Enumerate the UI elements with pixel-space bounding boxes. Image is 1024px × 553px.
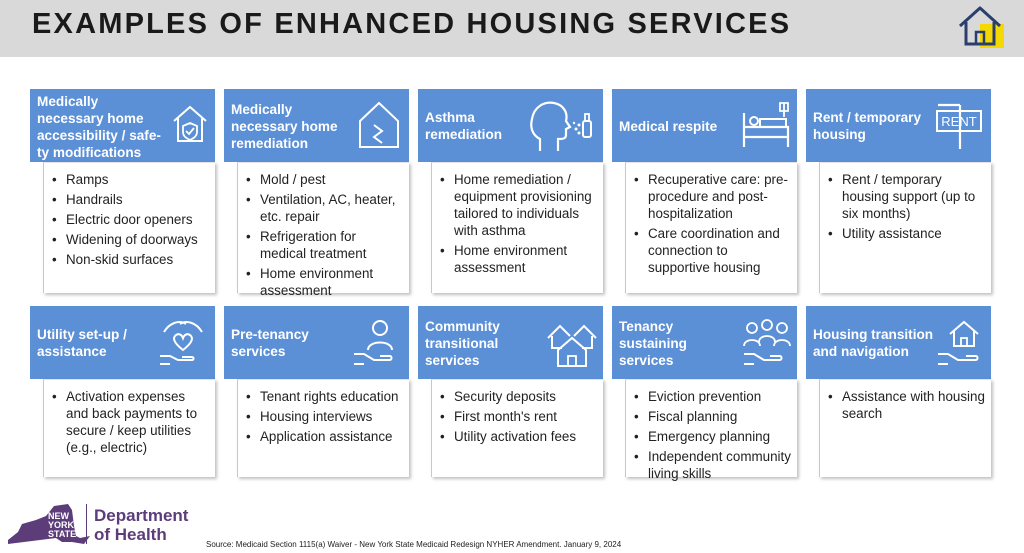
card-body	[237, 162, 409, 298]
card-title-line: Housing transition	[813, 327, 934, 342]
list-item: • Home environment assessment	[436, 242, 599, 276]
hand-heart-icon	[156, 316, 210, 368]
card-title-line: housing	[813, 127, 866, 142]
card-body	[819, 379, 991, 477]
card-title	[231, 101, 338, 152]
list-item: • Recuperative care: pre-procedure and post-hospitalization	[630, 171, 793, 222]
card-title-line: transitional	[425, 336, 499, 351]
list-item: • Handrails	[48, 191, 211, 208]
svg-text:RENT: RENT	[941, 114, 977, 129]
card-title-line: accessibility / safe-	[37, 128, 161, 143]
list-item: • Emergency planning	[630, 428, 793, 445]
card-title	[425, 109, 502, 143]
card-title-line: assistance	[37, 344, 107, 359]
card-body	[43, 162, 215, 293]
card-title	[37, 326, 127, 360]
list-item: • Care coordination and connection to supportive housing	[630, 225, 793, 276]
house-outline-icon	[356, 97, 402, 153]
page-title: EXAMPLES OF ENHANCED HOUSING SERVICES	[32, 8, 792, 40]
list-item: • Home remediation / equipment provisioning tailored to individuals with asthma	[436, 171, 599, 239]
card-title-line: Medically	[37, 94, 99, 109]
card-title-line: services	[619, 353, 674, 368]
group-hand-icon	[740, 316, 794, 368]
card-body	[237, 379, 409, 477]
rent-sign-icon	[934, 99, 986, 151]
card-body	[625, 162, 797, 293]
card-title-line: Medical respite	[619, 119, 718, 134]
card-title-line: remediation	[425, 127, 503, 142]
card-title-line: ty modifications	[37, 145, 142, 160]
card-title-line: Pre-tenancy	[231, 327, 309, 342]
hand-person-icon	[352, 316, 404, 368]
house-logo-icon	[956, 4, 1006, 50]
list-item: • Independent community living skills	[630, 448, 793, 482]
card-title	[37, 93, 161, 161]
card-title-line: Asthma	[425, 110, 475, 125]
card-title-line: necessary home	[231, 119, 338, 134]
doh-line: Department	[94, 506, 189, 525]
list-item: • Utility assistance	[824, 225, 987, 242]
card-title-line: services	[231, 344, 286, 359]
list-item: • Ramps	[48, 171, 211, 188]
logo-divider	[86, 504, 87, 544]
doh-line: of Health	[94, 525, 167, 544]
card-title-line: Tenancy	[619, 319, 674, 334]
shield-house-icon	[168, 101, 212, 149]
card-title	[425, 318, 500, 369]
community-houses-icon	[546, 316, 598, 368]
list-item: • Ventilation, AC, heater, etc. repair	[242, 191, 405, 225]
list-item: • Activation expenses and back payments to secure / keep utilities (e.g., electric)	[48, 388, 211, 456]
list-item: • Refrigeration for medical treatment	[242, 228, 405, 262]
list-item: • Utility activation fees	[436, 428, 599, 445]
card-body	[625, 379, 797, 481]
card-title-line: necessary home	[37, 111, 144, 126]
list-item: • Non-skid surfaces	[48, 251, 211, 268]
list-item: • First month's rent	[436, 408, 599, 425]
hand-house-icon	[936, 316, 988, 368]
list-item: • Mold / pest	[242, 171, 405, 188]
list-item: • Assistance with housing search	[824, 388, 987, 422]
card-body	[43, 379, 215, 477]
card-title-line: sustaining	[619, 336, 687, 351]
department-of-health-logo-text	[94, 506, 188, 544]
card-title-line: services	[425, 353, 480, 368]
card-body	[431, 379, 603, 477]
card-title-line: Utility set-up /	[37, 327, 127, 342]
list-item: • Electric door openers	[48, 211, 211, 228]
card-title-line: remediation	[231, 136, 309, 151]
ny-state-text	[48, 512, 76, 539]
card-body	[431, 162, 603, 293]
ny-state-line: NEW	[48, 511, 69, 521]
card-title-line: Rent / temporary	[813, 110, 922, 125]
card-title-line: and navigation	[813, 344, 909, 359]
card-title	[231, 326, 309, 360]
source-citation: Source: Medicaid Section 1115(a) Waiver - New York State Medicaid Redesign NYHER Amendment. January 9, 2024	[206, 540, 622, 549]
card-title-line: Medically	[231, 102, 293, 117]
card-body	[819, 162, 991, 293]
list-item: • Security deposits	[436, 388, 599, 405]
list-item: • Housing interviews	[242, 408, 405, 425]
list-item: • Widening of doorways	[48, 231, 211, 248]
list-item: • Tenant rights education	[242, 388, 405, 405]
card-title-line: Community	[425, 319, 500, 334]
list-item: • Application assistance	[242, 428, 405, 445]
card-title	[813, 109, 921, 143]
list-item: • Home environment assessment	[242, 265, 405, 299]
ny-state-line: STATE	[48, 529, 77, 539]
inhaler-icon	[526, 97, 596, 155]
ny-state-line: YORK	[48, 520, 75, 530]
hospital-bed-icon	[740, 99, 794, 151]
card-title	[813, 326, 933, 360]
list-item: • Rent / temporary housing support (up to six months)	[824, 171, 987, 222]
list-item: • Eviction prevention	[630, 388, 793, 405]
card-title	[619, 318, 687, 369]
list-item: • Fiscal planning	[630, 408, 793, 425]
card-title	[619, 118, 717, 135]
